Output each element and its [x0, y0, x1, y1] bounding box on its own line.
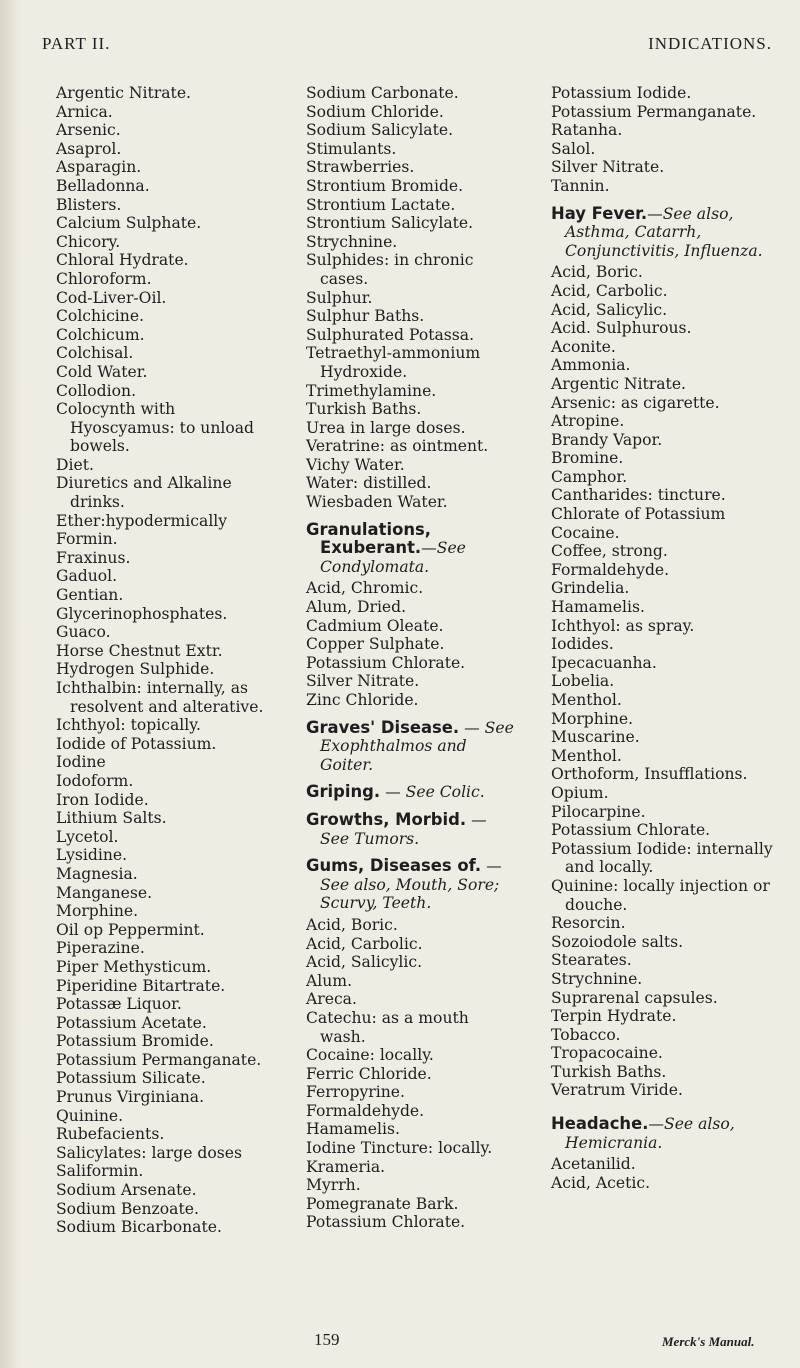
index-entry: Chloral Hydrate. [56, 251, 189, 270]
index-entry: Pomegranate Bark. [306, 1194, 459, 1213]
index-entry: Acid, Boric. [551, 263, 643, 282]
index-entry: Sulphurated Potassa. [306, 325, 475, 344]
index-entry: Potassium Permanganate. [56, 1050, 262, 1069]
index-entry: Areca. [306, 990, 357, 1009]
index-entry: Ether:hypodermically [56, 511, 228, 530]
index-entry: Menthol. [551, 691, 622, 709]
index-entry: Potassium Chlorate. [306, 653, 466, 672]
heading-dash: — [421, 539, 437, 558]
column-1 [56, 84, 264, 1237]
index-entry: Resorcin. [551, 914, 626, 933]
index-entry: Diuretics and Alkaline drinks. [56, 474, 232, 512]
index-entry: Strychnine. [551, 969, 643, 988]
index-entry: Iodine [56, 753, 106, 772]
index-entry: Menthol. [551, 746, 622, 765]
index-entry: Acid. Sulphurous. [551, 319, 692, 338]
cross-reference: See Condylomata. [320, 539, 466, 576]
index-entry: Salol. [551, 139, 596, 158]
index-entry: Urea in large doses. [306, 418, 466, 437]
column-2 [306, 84, 516, 1232]
index-entry: Piper Methysticum. [56, 957, 212, 976]
index-entry: Pilocarpine. [551, 802, 646, 821]
index-entry: Grindelia. [551, 579, 630, 598]
index-heading [306, 811, 516, 848]
index-entry: Tannin. [551, 176, 610, 195]
index-entry: Strontium Bromide. [306, 176, 464, 195]
index-entry: Sodium Benzoate. [56, 1199, 199, 1218]
index-entry: Colocynth with Hyoscyamus: to unload bowels. [56, 400, 255, 456]
index-entry: Cantharides: tincture. [551, 486, 726, 505]
index-entry: Acid, Chromic. [306, 579, 424, 598]
index-entry: Colchicine. [56, 307, 145, 326]
index-entry: Orthoform, Insufflations. [551, 765, 748, 784]
index-entry: Colchicum. [56, 325, 145, 344]
heading-dash: — [466, 810, 487, 829]
index-entry: Fraxinus. [56, 548, 131, 567]
index-entry: Alum, Dried. [306, 598, 407, 617]
cross-reference: See Exophthalmos and Goiter. [320, 718, 514, 774]
column-3 [551, 84, 773, 1192]
index-entry: Gentian. [56, 586, 124, 605]
index-entry: Lithium Salts. [56, 809, 167, 828]
index-entry: Ichthyol: as spray. [551, 616, 695, 635]
index-entry: Chlorate of Potassium [551, 505, 726, 524]
index-entry: Acid, Acetic. [551, 1173, 651, 1192]
heading-term: Headache. [551, 1114, 649, 1134]
spacer [551, 1100, 773, 1106]
heading-dash: — [647, 204, 663, 223]
index-entry: Ferropyrine. [306, 1083, 405, 1102]
index-entry: Prunus Virginiana. [56, 1088, 205, 1107]
heading-term: Hay Fever. [551, 203, 648, 223]
index-entry: Sodium Salicylate. [306, 121, 454, 140]
index-entry: Aconite. [551, 337, 616, 356]
index-entry: Veratrine: as ointment. [306, 437, 489, 456]
index-entry: Vichy Water. [306, 455, 405, 474]
index-entry: Brandy Vapor. [551, 430, 663, 449]
heading-term: Growths, Morbid. [306, 809, 467, 829]
index-entry: Manganese. [56, 883, 153, 902]
index-entry: Potassium Chlorate. [306, 1213, 466, 1232]
index-entry: Chloroform. [56, 269, 152, 288]
index-entry: Terpin Hydrate. [551, 1007, 677, 1026]
index-entry: Myrrh. [306, 1176, 361, 1195]
page-edge [0, 0, 22, 1368]
index-entry: Hamamelis. [306, 1120, 400, 1139]
index-entry: Horse Chestnut Extr. [56, 641, 223, 660]
index-entry: Formin. [56, 530, 118, 549]
index-entry: Saliformin. [56, 1162, 144, 1181]
index-entry: Ichthalbin: internally, as resolvent and alterative. [56, 679, 264, 716]
index-entry: Strychnine. [306, 232, 398, 251]
index-entry: Sulphides: in chronic cases. [306, 251, 474, 288]
index-entry: Potassium Iodide: internally and locally. [551, 839, 773, 877]
index-entry: Sodium Bicarbonate. [56, 1218, 222, 1237]
index-entry: Potassium Permanganate. [551, 102, 757, 121]
index-entry: Quinine. [56, 1106, 124, 1125]
index-entry: Wiesbaden Water. [306, 493, 448, 512]
index-entry: Piperazine. [56, 939, 145, 958]
index-entry: Sulphur. [306, 288, 373, 307]
index-entry: Rubefacients. [56, 1125, 165, 1144]
index-entry: Collodion. [56, 381, 137, 400]
index-entry: Stimulants. [306, 139, 397, 158]
index-entry: Blisters. [56, 195, 122, 214]
index-entry: Belladonna. [56, 176, 150, 195]
index-entry: Arsenic: as cigarette. [551, 393, 720, 412]
publisher-mark: Merck's Manual. [662, 1334, 755, 1349]
index-entry: Colchisal. [56, 344, 134, 363]
index-entry: Tropacocaine. [551, 1044, 663, 1063]
index-entry: Cadmium Oleate. [306, 616, 444, 635]
index-entry: Krameria. [306, 1157, 386, 1176]
index-entry: Oil op Peppermint. [56, 920, 205, 939]
index-entry: Chicory. [56, 232, 121, 251]
index-heading [306, 521, 516, 577]
index-entry: Potassium Silicate. [56, 1069, 206, 1088]
index-entry: Turkish Baths. [306, 400, 422, 419]
index-entry: Diet. [56, 455, 94, 474]
index-entry: Tetraethyl-ammonium Hydroxide. [306, 344, 481, 381]
index-entry: Potassium Iodide. [551, 84, 692, 102]
index-entry: Formaldehyde. [306, 1101, 425, 1120]
index-entry: Trimethylamine. [306, 381, 437, 400]
index-entry: Calcium Sulphate. [56, 214, 202, 233]
heading-term: Granulations, Exuberant. [306, 519, 431, 558]
index-entry: Sodium Chloride. [306, 102, 444, 121]
index-entry: Strontium Lactate. [306, 195, 456, 214]
heading-term: Gums, Diseases of. [306, 856, 482, 876]
index-entry: Ferric Chloride. [306, 1064, 432, 1083]
index-entry: Morphine. [551, 709, 634, 728]
index-entry: Sozoiodole salts. [551, 932, 684, 951]
index-entry: Ammonia. [551, 356, 631, 375]
heading-term: Graves' Disease. [306, 717, 460, 737]
index-entry: Stearates. [551, 951, 632, 970]
index-entry: Sodium Arsenate. [56, 1181, 197, 1200]
index-entry: Potassium Acetate. [56, 1013, 207, 1032]
index-entry: Alum. [306, 971, 353, 990]
index-entry: Formaldehyde. [551, 560, 670, 579]
part-label: PART II. [42, 34, 111, 53]
index-entry: Atropine. [551, 412, 625, 431]
index-entry: Asparagin. [56, 158, 142, 177]
index-entry: Silver Nitrate. [551, 158, 665, 177]
index-entry: Iodides. [551, 635, 614, 654]
index-heading [551, 205, 773, 261]
index-entry: Cocaine: locally. [306, 1046, 434, 1065]
index-entry: Strawberries. [306, 158, 415, 177]
index-entry: Copper Sulphate. [306, 635, 445, 654]
index-entry: Piperidine Bitartrate. [56, 976, 226, 995]
index-entry: Acid, Salicylic. [306, 953, 423, 972]
index-entry: Acid, Carbolic. [306, 934, 423, 953]
index-entry: Cocaine. [551, 523, 620, 542]
heading-dash: — [481, 857, 502, 876]
index-entry: Iodine Tincture: locally. [306, 1139, 493, 1158]
index-entry: Gaduol. [56, 567, 118, 586]
index-entry: Silver Nitrate. [306, 672, 420, 691]
index-entry: Acid, Salicylic. [551, 300, 668, 319]
index-entry: Arnica. [56, 102, 113, 121]
page-number: 159 [314, 1330, 340, 1349]
index-entry: Zinc Chloride. [306, 691, 419, 709]
index-entry: Lobelia. [551, 672, 615, 691]
cross-reference: See also, Asthma, Catarrh, Conjunctivitis, Influenza. [565, 204, 763, 260]
cross-reference: See Colic. [405, 783, 485, 802]
index-entry: Ratanha. [551, 121, 623, 140]
index-entry: Turkish Baths. [551, 1062, 667, 1081]
index-entry: Strontium Salicylate. [306, 214, 474, 233]
index-entry: Arsenic. [56, 121, 121, 140]
index-entry: Iodide of Potassium. [56, 734, 217, 753]
index-entry: Guaco. [56, 623, 111, 642]
index-entry: Acid, Boric. [306, 915, 398, 934]
index-entry: Lycetol. [56, 827, 119, 846]
index-entry: Hamamelis. [551, 598, 645, 617]
index-entry: Lysidine. [56, 846, 128, 865]
index-heading [551, 1115, 773, 1152]
index-entry: Tobacco. [551, 1025, 621, 1044]
heading-dash: — [648, 1115, 665, 1134]
heading-dash: — [380, 783, 406, 802]
index-entry: Potassæ Liquor. [56, 995, 182, 1014]
index-entry: Morphine. [56, 902, 139, 921]
index-entry: Sodium Carbonate. [306, 84, 459, 102]
cross-reference: See also, Hemicrania. [565, 1115, 735, 1152]
heading-dash: — [459, 718, 485, 737]
index-entry: Cod-Liver-Oil. [56, 288, 167, 307]
index-entry: Hydrogen Sulphide. [56, 660, 215, 679]
index-heading [306, 719, 516, 775]
index-entry: Iodoform. [56, 771, 134, 790]
index-entry: Ichthyol: topically. [56, 716, 201, 735]
cross-reference: See also, Mouth, Sore; Scurvy, Teeth. [320, 875, 500, 913]
index-entry: Glycerinophosphates. [56, 604, 228, 623]
index-heading [306, 857, 516, 913]
index-entry: Quinine: locally injection or douche. [551, 876, 770, 914]
index-entry: Camphor. [551, 467, 628, 486]
index-entry: Potassium Chlorate. [551, 821, 711, 840]
index-entry: Acetanilid. [551, 1155, 636, 1174]
index-heading [306, 783, 516, 802]
cross-reference: See Tumors. [320, 829, 420, 848]
index-entry: Salicylates: large doses [56, 1143, 242, 1162]
index-entry: Sulphur Baths. [306, 307, 425, 326]
index-entry: Coffee, strong. [551, 542, 668, 561]
index-entry: Veratrum Viride. [551, 1081, 683, 1100]
heading-term: Griping. [306, 782, 381, 802]
section-label: INDICATIONS. [648, 34, 772, 53]
index-entry: Cold Water. [56, 362, 148, 381]
index-entry: Acid, Carbolic. [551, 281, 668, 300]
index-entry: Opium. [551, 783, 609, 802]
index-entry: Iron Iodide. [56, 790, 149, 809]
index-entry: Bromine. [551, 449, 624, 468]
index-entry: Ipecacuanha. [551, 653, 657, 672]
index-entry: Catechu: as a mouth wash. [306, 1008, 469, 1046]
index-entry: Muscarine. [551, 728, 640, 747]
index-entry: Magnesia. [56, 864, 138, 883]
index-entry: Argentic Nitrate. [551, 374, 687, 393]
index-entry: Asaprol. [56, 139, 122, 158]
index-entry: Suprarenal capsules. [551, 988, 718, 1007]
index-entry: Argentic Nitrate. [56, 84, 192, 102]
index-entry: Potassium Bromide. [56, 1032, 214, 1051]
index-entry: Water: distilled. [306, 474, 432, 493]
